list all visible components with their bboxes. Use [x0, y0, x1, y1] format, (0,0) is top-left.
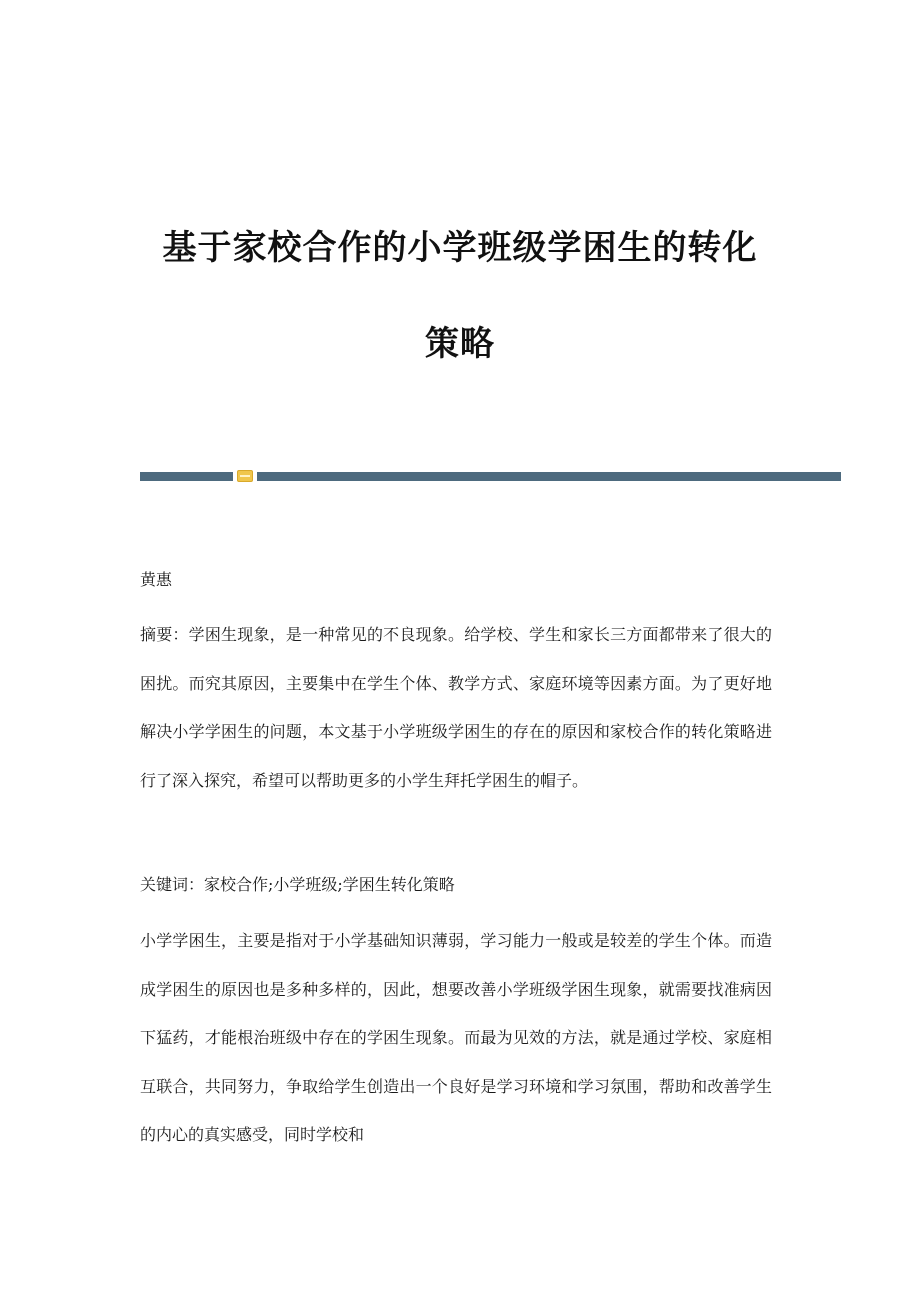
document-title-line-1: 基于家校合作的小学班级学困生的转化 [162, 228, 758, 268]
divider-bar-left [140, 472, 233, 481]
abstract-paragraph: 摘要：学困生现象，是一种常见的不良现象。给学校、学生和家长三方面都带来了很大的困扰。而究其原因，主要集中在学生个体、教学方式、家庭环境等因素方面。为了更好地解决小学学困生的问题，本文基于小学班级学困生的存在的原因和家校合作的转化策略进行了深入探究，希望可以帮助更多的小学生拜托学困生的帽子。 [140, 625, 772, 790]
title-divider [140, 472, 841, 481]
body-paragraph: 小学学困生，主要是指对于小学基础知识薄弱，学习能力一般或是较差的学生个体。而造成学困生的原因也是多种多样的，因此，想要改善小学班级学困生现象，就需要找准病因下猛药，才能根治班级中存在的学困生现象。而最为见效的方法，就是通过学校、家庭相互联合，共同努力，争取给学生创造出一个良好是学习环境和学习氛围，帮助和改善学生的内心的真实感受，同时学校和 [140, 931, 772, 1144]
document-title-line-2: 策略 [425, 324, 495, 364]
divider-ornament-icon [237, 470, 253, 482]
keywords-line: 关键词：家校合作;小学班级;学困生转化策略 [140, 875, 455, 894]
divider-bar-right [257, 472, 841, 481]
author-name: 黄惠 [140, 570, 173, 589]
